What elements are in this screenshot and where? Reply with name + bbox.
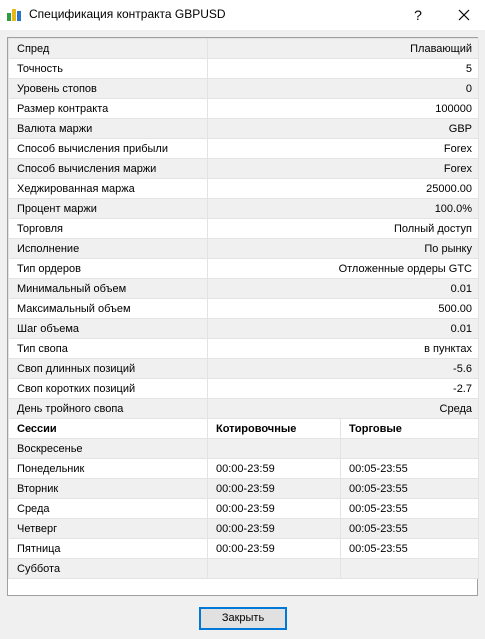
spec-row[interactable] — [9, 79, 479, 99]
spec-row[interactable] — [9, 399, 479, 419]
spec-value: 100000 — [208, 99, 479, 119]
spec-value: Forex — [208, 159, 479, 179]
spec-label: Максимальный объем — [9, 299, 208, 319]
trade-session-time: 00:05-23:55 — [341, 479, 479, 499]
spec-row[interactable] — [9, 239, 479, 259]
spec-label: Валюта маржи — [9, 119, 208, 139]
spec-label: Уровень стопов — [9, 79, 208, 99]
trade-sessions-header: Торговые — [341, 419, 479, 439]
spec-row[interactable] — [9, 119, 479, 139]
session-row[interactable] — [9, 539, 479, 559]
title-bar[interactable] — [0, 0, 485, 30]
trade-session-time — [341, 439, 479, 459]
spec-row[interactable] — [9, 59, 479, 79]
spec-value: GBP — [208, 119, 479, 139]
session-day: Вторник — [9, 479, 208, 499]
spec-row[interactable] — [9, 299, 479, 319]
spec-row[interactable] — [9, 319, 479, 339]
spec-label: Размер контракта — [9, 99, 208, 119]
spec-value: По рынку — [208, 239, 479, 259]
spec-label: Минимальный объем — [9, 279, 208, 299]
session-day: Среда — [9, 499, 208, 519]
spec-value: в пунктах — [208, 339, 479, 359]
spec-row[interactable] — [9, 159, 479, 179]
spec-label: Точность — [9, 59, 208, 79]
spec-label: Хеджированная маржа — [9, 179, 208, 199]
spec-label: Процент маржи — [9, 199, 208, 219]
close-dialog-button[interactable]: Закрыть — [199, 607, 287, 630]
spec-row[interactable] — [9, 39, 479, 59]
quote-session-time: 00:00-23:59 — [208, 459, 341, 479]
quote-sessions-header: Котировочные — [208, 419, 341, 439]
spec-row[interactable] — [9, 219, 479, 239]
session-row[interactable] — [9, 519, 479, 539]
spec-label: День тройного свопа — [9, 399, 208, 419]
spec-row[interactable] — [9, 379, 479, 399]
contract-spec-panel[interactable] — [7, 37, 478, 596]
spec-value: -5.6 — [208, 359, 479, 379]
sessions-header-row — [9, 419, 479, 439]
session-row[interactable] — [9, 479, 479, 499]
spec-value: 0 — [208, 79, 479, 99]
spec-value: Плавающий — [208, 39, 479, 59]
spec-label: Спред — [9, 39, 208, 59]
quote-session-time: 00:00-23:59 — [208, 519, 341, 539]
close-button[interactable] — [443, 0, 485, 30]
spec-label: Своп коротких позиций — [9, 379, 208, 399]
trade-session-time — [341, 559, 479, 579]
window-title: Спецификация контракта GBPUSD — [29, 7, 226, 21]
quote-session-time: 00:00-23:59 — [208, 499, 341, 519]
spec-row[interactable] — [9, 359, 479, 379]
spec-value: 0.01 — [208, 279, 479, 299]
session-day: Четверг — [9, 519, 208, 539]
spec-row[interactable] — [9, 279, 479, 299]
help-button[interactable]: ? — [414, 7, 422, 23]
spec-value: 100.0% — [208, 199, 479, 219]
quote-session-time: 00:00-23:59 — [208, 539, 341, 559]
quote-session-time — [208, 559, 341, 579]
spec-label: Торговля — [9, 219, 208, 239]
spec-row[interactable] — [9, 139, 479, 159]
session-row[interactable] — [9, 439, 479, 459]
app-icon — [6, 7, 22, 23]
spec-value: Полный доступ — [208, 219, 479, 239]
spec-label: Тип свопа — [9, 339, 208, 359]
spec-value: 25000.00 — [208, 179, 479, 199]
spec-row[interactable] — [9, 339, 479, 359]
spec-row[interactable] — [9, 179, 479, 199]
trade-session-time: 00:05-23:55 — [341, 499, 479, 519]
quote-session-time: 00:00-23:59 — [208, 479, 341, 499]
spec-label: Исполнение — [9, 239, 208, 259]
spec-value: 0.01 — [208, 319, 479, 339]
spec-label: Способ вычисления прибыли — [9, 139, 208, 159]
trade-session-time: 00:05-23:55 — [341, 459, 479, 479]
session-row[interactable] — [9, 499, 479, 519]
session-day: Воскресенье — [9, 439, 208, 459]
spec-label: Шаг объема — [9, 319, 208, 339]
session-day: Понедельник — [9, 459, 208, 479]
trade-session-time: 00:05-23:55 — [341, 539, 479, 559]
spec-row[interactable] — [9, 99, 479, 119]
spec-value: Отложенные ордеры GTC — [208, 259, 479, 279]
spec-label: Своп длинных позиций — [9, 359, 208, 379]
session-row[interactable] — [9, 559, 479, 579]
spec-row[interactable] — [9, 259, 479, 279]
spec-value: 5 — [208, 59, 479, 79]
spec-row[interactable] — [9, 199, 479, 219]
session-row[interactable] — [9, 459, 479, 479]
spec-label: Способ вычисления маржи — [9, 159, 208, 179]
spec-value: Forex — [208, 139, 479, 159]
spec-value: 500.00 — [208, 299, 479, 319]
close-icon — [458, 9, 470, 21]
spec-label: Тип ордеров — [9, 259, 208, 279]
spec-value: Среда — [208, 399, 479, 419]
trade-session-time: 00:05-23:55 — [341, 519, 479, 539]
session-day: Суббота — [9, 559, 208, 579]
session-day: Пятница — [9, 539, 208, 559]
sessions-header: Сессии — [9, 419, 208, 439]
quote-session-time — [208, 439, 341, 459]
contract-spec-table — [8, 38, 479, 579]
spec-value: -2.7 — [208, 379, 479, 399]
